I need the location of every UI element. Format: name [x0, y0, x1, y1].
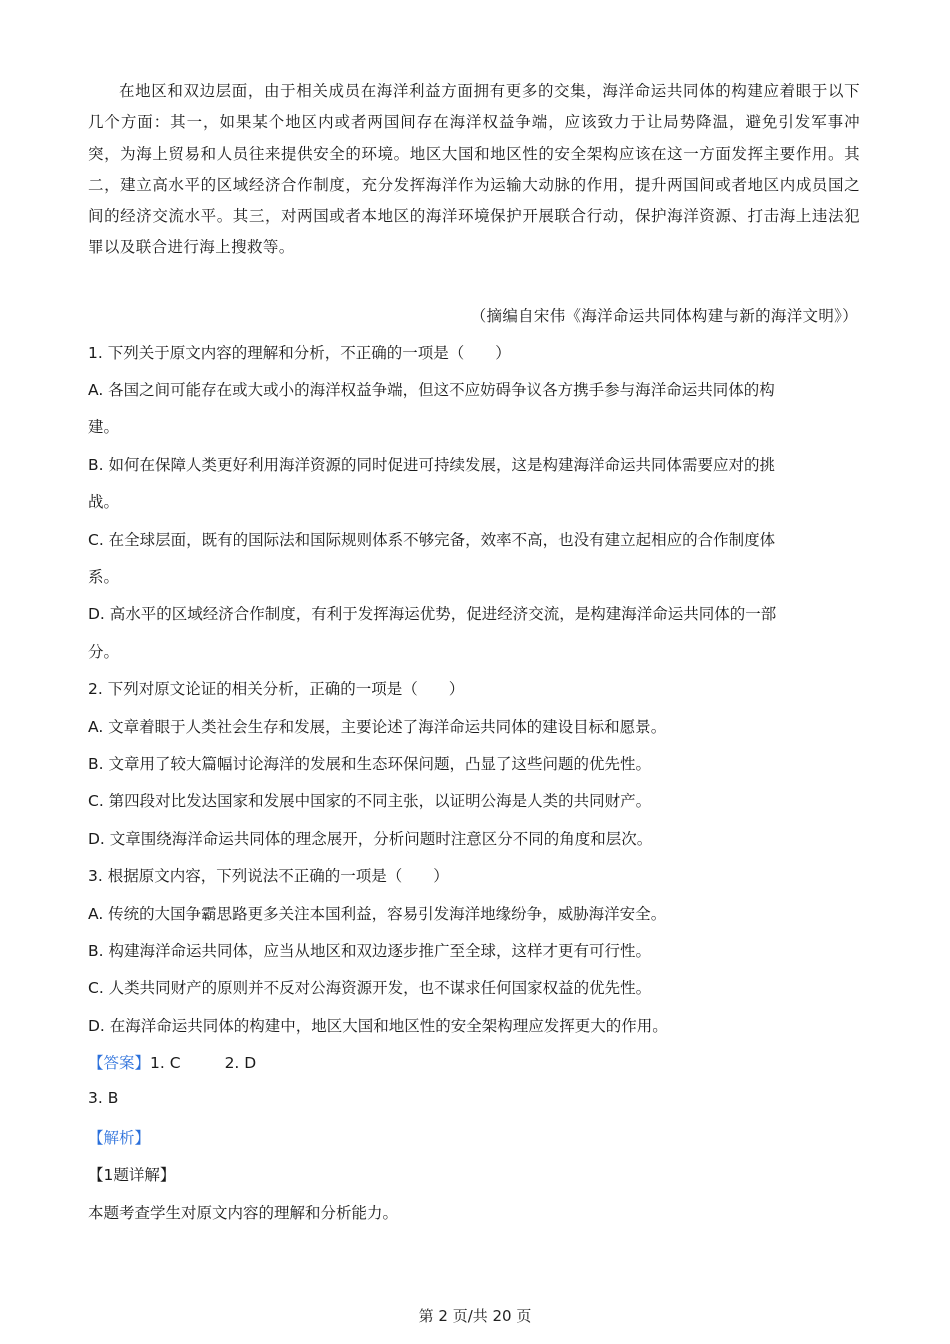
q1-option-a: A. 各国之间可能存在或大或小的海洋权益争端，但这不应妨碍争议各方携手参与海洋命运共同体的构: [88, 381, 775, 399]
q1-stem: 1. 下列关于原文内容的理解和分析，不正确的一项是（ ）: [88, 344, 511, 362]
q1-option-a-cont: 建。: [88, 418, 120, 436]
detail-title: 【1题详解】: [88, 1166, 176, 1184]
q2-option-a: A. 文章着眼于人类社会生存和发展，主要论述了海洋命运共同体的建设目标和愿景。: [88, 718, 667, 736]
passage-paragraph: 在地区和双边层面，由于相关成员在海洋利益方面拥有更多的交集，海洋命运共同体的构建应着眼于以下几个方面：其一，如果某个地区内或者两国间存在海洋权益争端，应该致力于让局势降温，避免引发军事冲突，为海上贸易和人员往来提供安全的环境。地区大国和地区性的安全架构应该在这一方面发挥主要作用。其二，建立高水平的区域经济合作制度，充分发挥海洋作为运输大动脉的作用，提升两国间或者地区内成员国之间的经济交流水平。其三，对两国或者本地区的海洋环境保护开展联合行动，保护海洋资源、打击海上违法犯罪以及联合进行海上搜救等。: [88, 82, 860, 257]
q3-option-b: B. 构建海洋命运共同体，应当从地区和双边逐步推广至全球，这样才更有可行性。: [88, 942, 651, 960]
q3-stem: 3. 根据原文内容，下列说法不正确的一项是（ ）: [88, 867, 449, 885]
q2-option-c: C. 第四段对比发达国家和发展中国家的不同主张，以证明公海是人类的共同财产。: [88, 792, 652, 810]
answer-3: 3. B: [88, 1089, 119, 1107]
page-footer: 第 2 页/共 20 页: [418, 1307, 532, 1325]
q2-stem: 2. 下列对原文论证的相关分析，正确的一项是（ ）: [88, 680, 465, 698]
q2-option-d: D. 文章围绕海洋命运共同体的理念展开，分析问题时注意区分不同的角度和层次。: [88, 830, 653, 848]
q1-option-b-cont: 战。: [88, 493, 120, 511]
answer-1: 1. C: [150, 1054, 181, 1072]
q1-option-d-cont: 分。: [88, 643, 120, 661]
q3-option-d: D. 在海洋命运共同体的构建中，地区大国和地区性的安全架构理应发挥更大的作用。: [88, 1017, 668, 1035]
q2-option-b: B. 文章用了较大篇幅讨论海洋的发展和生态环保问题，凸显了这些问题的优先性。: [88, 755, 651, 773]
answer-2: 2. D: [224, 1054, 257, 1072]
answer-label: 【答案】: [88, 1054, 151, 1072]
q1-option-c-cont: 系。: [88, 568, 120, 586]
detail-text: 本题考查学生对原文内容的理解和分析能力。: [88, 1204, 399, 1222]
q1-option-c: C. 在全球层面，既有的国际法和国际规则体系不够完备，效率不高，也没有建立起相应的合作制度体: [88, 531, 776, 549]
q3-option-c: C. 人类共同财产的原则并不反对公海资源开发，也不谋求任何国家权益的优先性。: [88, 979, 652, 997]
answer-line: [88, 1051, 256, 1073]
q3-option-a: A. 传统的大国争霸思路更多关注本国利益，容易引发海洋地缘纷争，威胁海洋安全。: [88, 905, 667, 923]
q1-option-b: B. 如何在保障人类更好利用海洋资源的同时促进可持续发展，这是构建海洋命运共同体需要应对的挑: [88, 456, 775, 474]
q1-option-d: D. 高水平的区域经济合作制度，有利于发挥海运优势，促进经济交流，是构建海洋命运共同体的一部: [88, 605, 777, 623]
source-citation: （摘编自宋伟《海洋命运共同体构建与新的海洋文明》）: [470, 307, 858, 325]
analysis-label: 【解析】: [88, 1129, 151, 1147]
